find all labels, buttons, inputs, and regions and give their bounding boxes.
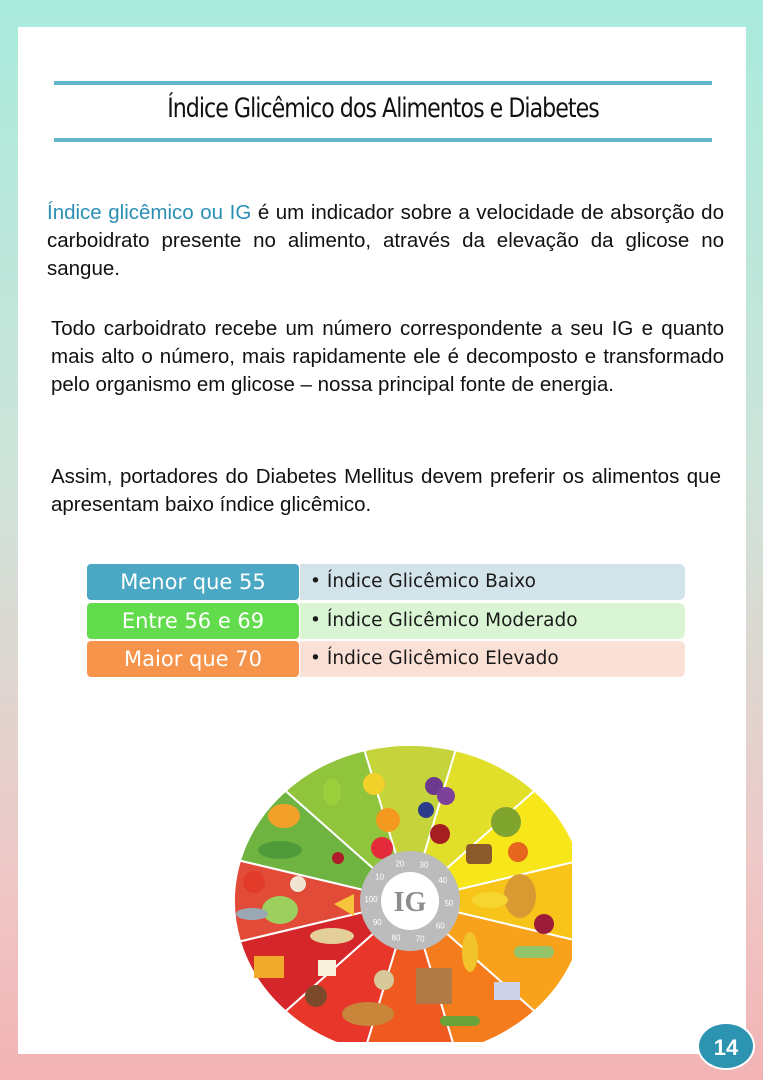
- food-corn-icon: [462, 932, 478, 972]
- ig-row-low: [87, 564, 687, 600]
- bullet-icon: •: [310, 648, 321, 669]
- food-chocolate-icon: [494, 982, 520, 1000]
- food-milk-icon: [318, 960, 336, 976]
- diabetes-advice-paragraph: Assim, portadores do Diabetes Mellitus devem preferir os alimentos que apresentam baixo índice glicêmico.: [51, 465, 721, 516]
- intro-highlight: Índice glicêmico ou IG: [47, 201, 252, 224]
- page-title: Índice Glicêmico dos Alimentos e Diabetes: [167, 93, 599, 124]
- food-bread-icon: [310, 928, 354, 944]
- title-top-divider: [54, 81, 712, 85]
- ig-range-moderate: Entre 56 e 69: [87, 603, 299, 639]
- wheel-scale-label: 90: [372, 918, 382, 928]
- wheel-scale-label: 50: [444, 899, 454, 908]
- food-kiwi-icon: [491, 807, 521, 837]
- wheel-scale-label: 40: [438, 875, 448, 885]
- ig-range-low: Menor que 55: [87, 564, 299, 600]
- food-beans-icon: [430, 824, 450, 844]
- wheel-scale-label: 80: [391, 933, 401, 943]
- food-banana-icon: [472, 892, 508, 908]
- wheel-scale-label: 20: [395, 859, 405, 869]
- intro-paragraph: [47, 199, 724, 283]
- wheel-center-label: IG: [393, 887, 427, 918]
- food-peach-icon: [268, 804, 300, 828]
- page-number-badge: 14: [697, 1022, 755, 1070]
- food-meat-icon: [305, 985, 327, 1007]
- food-beet-icon: [534, 914, 554, 934]
- bullet-icon: •: [310, 610, 321, 631]
- ig-explanation-paragraph: Todo carboidrato recebe um número correspondente a seu IG e quanto mais alto o número, mais rapidamente ele é decomposto e transformado pelo organismo em glicose – nossa principal fonte de energia.: [51, 317, 724, 396]
- ig-desc-moderate: [300, 603, 685, 639]
- food-waffle-icon: [416, 968, 452, 1004]
- ig-row-high: [87, 641, 687, 677]
- food-grapes-icon: [437, 787, 455, 805]
- ig-desc-high-text: Índice Glicêmico Elevado: [326, 648, 559, 669]
- food-pineapple-icon: [504, 874, 536, 918]
- food-tomato-icon: [243, 871, 265, 893]
- wheel-scale-label: 30: [419, 860, 429, 870]
- food-potato-icon: [374, 970, 394, 990]
- wheel-center: [360, 851, 460, 951]
- food-cucumber-icon: [258, 841, 302, 859]
- ig-range-high: Maior que 70: [87, 641, 299, 677]
- ig-desc-low: [300, 564, 685, 600]
- food-orange-icon: [376, 808, 400, 832]
- food-fish-icon: [236, 908, 268, 920]
- food-pickle-icon: [440, 1016, 480, 1026]
- food-cabbage-icon: [262, 896, 298, 924]
- intro-text: é um indicador sobre a velocidade de absorção do carboidrato presente no alimento, através da elevação da glicose no sangue.: [47, 201, 724, 280]
- food-coffee-icon: [466, 844, 492, 864]
- ig-desc-low-text: Índice Glicêmico Baixo: [326, 571, 536, 592]
- wheel-scale-label: 70: [415, 934, 425, 944]
- ig-desc-high: [300, 641, 685, 677]
- food-pear-icon: [323, 778, 341, 806]
- ig-row-moderate: [87, 603, 687, 639]
- food-zucchini-icon: [514, 946, 554, 958]
- wheel-scale-label: 10: [375, 872, 385, 882]
- wheel-scale-label: 100: [364, 895, 378, 904]
- page: [18, 27, 746, 1054]
- food-burger-icon: [342, 1002, 394, 1026]
- title-bar: [54, 81, 712, 145]
- title-bottom-divider: [54, 138, 712, 142]
- food-juice-icon: [254, 956, 284, 978]
- glycemic-index-food-wheel: [214, 724, 572, 1042]
- food-mushroom-icon: [290, 876, 306, 892]
- bullet-icon: •: [310, 571, 321, 592]
- food-cherries-icon: [332, 852, 344, 864]
- food-blueberries-icon: [418, 802, 434, 818]
- ig-desc-moderate-text: Índice Glicêmico Moderado: [326, 610, 578, 631]
- food-tangerine-icon: [508, 842, 528, 862]
- wheel-scale-label: 60: [435, 921, 445, 931]
- food-apple-icon: [363, 773, 385, 795]
